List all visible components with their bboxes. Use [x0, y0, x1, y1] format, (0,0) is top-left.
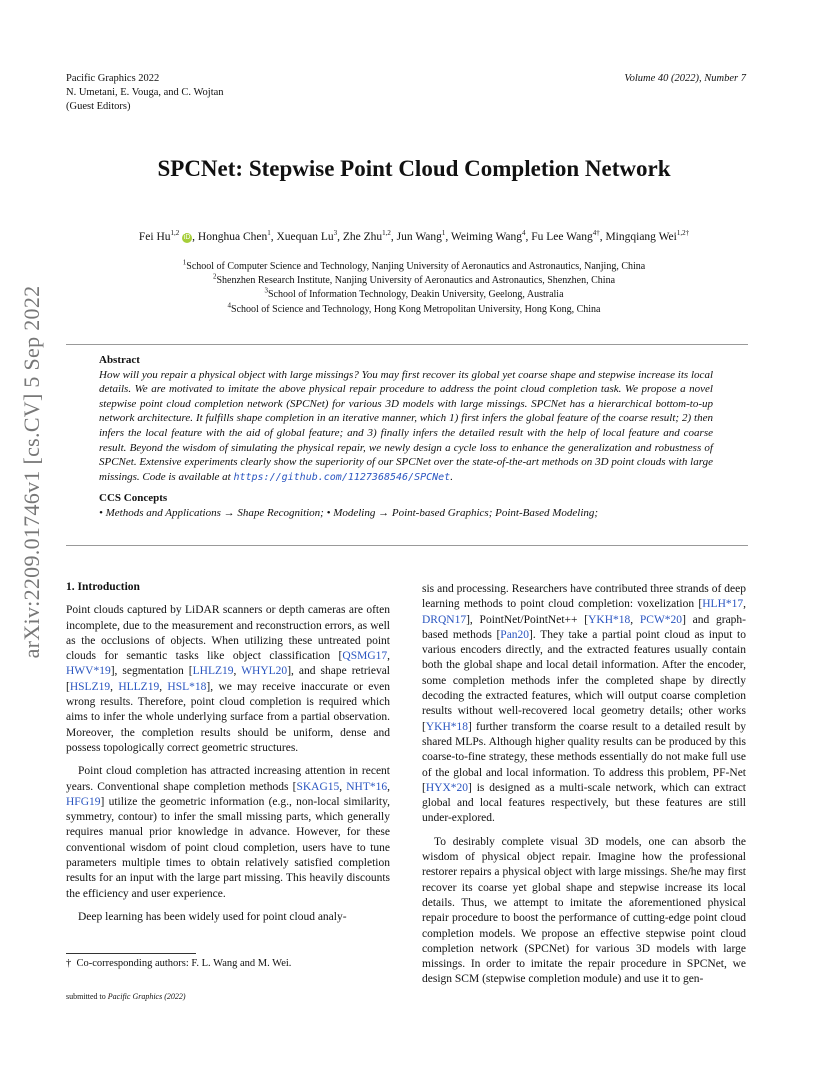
footnote: [66, 958, 291, 969]
abstract-section: [99, 353, 713, 521]
citation-link[interactable]: PCW*20: [639, 613, 683, 626]
rule-bottom: [66, 545, 748, 546]
intro-paragraph-5: To desirably complete visual 3D models, one can absorb the wisdom of physical object repair. Imagine how the professional restorer repairs a physical object with large missings. She/he may first recover its coarse yet global shape and stepwise increase its local details. Thus, we attempt to imitate the aforementioned physical repair procedure to boost the performance of cutting-edge point cloud completion models. We propose an effective stepwise point cloud completion network (SPCNet) for various 3D models with large missings. In order to imitate the repair procedure in SPCNet, we design SCM (stepwise completion module) and use it to gen-: [422, 835, 746, 986]
author-affiliation-mark: 1: [441, 229, 446, 238]
orcid-icon[interactable]: iD: [183, 234, 191, 241]
abstract-heading: Abstract: [99, 354, 140, 366]
affiliation-text: Shenzhen Research Institute, Nanjing University of Aeronautics and Astronautics, Shenzhen, China: [216, 275, 616, 287]
citation-link[interactable]: DRQN17: [422, 613, 467, 626]
author-name: Xuequan Lu: [276, 231, 334, 243]
affiliation: [0, 274, 828, 288]
submitted-prefix: submitted to: [66, 992, 108, 1001]
abstract-text: How will you repair a physical object with large missings? You may first recover its global yet coarse shape and stepwise increase its local details. We are motivated to imitate the above physical repair procedure to address the point cloud completion task. We propose a novel stepwise point cloud completion network (SPCNet) for various 3D models with large missings. SPCNet has a hierarchical bottom-to-up network architecture. It fulfills shape completion in an iterative manner, which 1) first infers the global feature of the coarse result; 2) then infers the local feature with the aid of global feature; and 3) finally infers the detailed result with the help of local feature and coarse result. Beyond the wisdom of simulating the physical repair, we newly design a cycle loss to enhance the generalization and robustness of SPCNet. Extensive experiments clearly show the superiority of our SPCNet over the state-of-the-art methods on 3D point clouds with large missings. Code is available at: [99, 368, 713, 483]
author-name: Weiming Wang: [450, 231, 522, 243]
author-affiliation-mark: 4: [521, 229, 526, 238]
author-affiliation-mark: 1,2: [170, 229, 180, 238]
author-affiliation-mark: 3: [333, 229, 338, 238]
affiliation-list: [0, 260, 828, 317]
arxiv-stamp-text: arXiv:2209.01746v1 [cs.CV] 5 Sep 2022: [19, 285, 44, 659]
citation-link[interactable]: NHT*16: [346, 780, 388, 793]
running-header-left: [66, 72, 224, 114]
citation-link[interactable]: HFG19: [66, 795, 101, 808]
intro-paragraph-4: sis and processing. Researchers have contributed three strands of deep learning methods to point cloud completion: voxelization [HLH*17, DRQN17], PointNet/PointNet++ [YKH*18, PCW*20] and graph-based methods [Pan20]. They take a partial point cloud as input to various encoders directly, and the extracted features usually contain both the global shape and local detail information. After the encoder, some completion methods infer the completed shape by directly decoding the extracted features, which will output coarse completion results without well-recovered local geometry details; other works [YKH*18] further transform the coarse result to a detailed result by shared MLPs. Although higher quality results can be produced by this coarse-to-fine strategy, these methods essentially do not make full use of the global and local information. To address this problem, PF-Net [HYX*20] is designed as a multi-scale network, which can extract global and local features respectively, but these features are still under-explored.: [422, 583, 747, 825]
affiliation-text: School of Information Technology, Deakin University, Geelong, Australia: [267, 289, 564, 301]
volume-info: Volume 40 (2022), Number 7: [624, 73, 746, 84]
affiliation-mark: 2: [212, 272, 217, 281]
guest-editors: (Guest Editors): [66, 101, 131, 112]
citation-link[interactable]: HLLZ19: [118, 680, 160, 693]
footnote-mark: †: [66, 958, 72, 969]
intro-paragraph-3: Deep learning has been widely used for point cloud analy-: [78, 910, 347, 923]
submitted-venue: Pacific Graphics (2022): [107, 992, 186, 1001]
abstract-body: [99, 368, 713, 486]
intro-paragraph-1: Point clouds captured by LiDAR scanners or depth cameras are often incomplete, due to the measurement and reconstruction errors, as well as the occlusions of objects. When utilizing these untreated point clouds for semantic tasks like object classification [QSMG17, HWV*19], segmentation [LHLZ19, WHYL20], and shape retrieval [HSLZ19, HLLZ19, HSL*18], we may receive inaccurate or even wrong results. Therefore, point cloud completion is required which aims to infer the whole underlying surface from a partial observation. Moreover, the completion results should be uniform, dense and possess topologically correct geometric structures.: [66, 604, 391, 754]
intro-paragraph-2: Point cloud completion has attracted increasing attention in recent years. Conventional shape completion methods [SKAG15, NHT*16, HFG19] utilize the geometric information (e.g., non-local similarity, symmetry, contour) to infer the small missing parts, which generally requires manual prior knowledge in advance. However, for these conventional wisdom of point cloud completion, users have to tune parameters multiple times to obtain relatively satisfied completion results for an input with the large part missing. This heavily discounts the efficiency and user experience.: [66, 765, 391, 900]
author-affiliation-mark: 4†: [592, 229, 600, 238]
editors: N. Umetani, E. Vouga, and C. Wojtan: [66, 87, 224, 98]
author-name: Mingqiang Wei: [605, 231, 677, 243]
code-link[interactable]: https://github.com/1127368546/SPCNet: [233, 471, 451, 483]
affiliation-text: School of Science and Technology, Hong Kong Metropolitan University, Hong Kong, China: [231, 303, 601, 315]
citation-link[interactable]: LHLZ19: [192, 665, 234, 678]
affiliation: [0, 260, 828, 274]
abstract-url-suffix: .: [450, 470, 453, 483]
citation-link[interactable]: YKH*18: [588, 613, 631, 626]
citation-link[interactable]: YKH*18: [425, 720, 469, 733]
citation-link[interactable]: HYX*20: [425, 781, 469, 794]
citation-link[interactable]: HSLZ19: [69, 680, 111, 693]
citation-link[interactable]: HSL*18: [167, 680, 207, 693]
submitted-note: [66, 992, 186, 1001]
ccs-heading: CCS Concepts: [99, 492, 168, 505]
author-name: Zhe Zhu: [342, 231, 383, 243]
affiliation-mark: 4: [227, 301, 232, 310]
citation-link[interactable]: Pan20: [500, 628, 530, 641]
author-affiliation-mark: 1: [267, 229, 271, 238]
footnote-text: Co-corresponding authors: F. L. Wang and M. Wei.: [76, 958, 292, 969]
venue: Pacific Graphics 2022: [66, 73, 160, 84]
footnote-rule: [66, 953, 196, 954]
affiliation-mark: 1: [182, 258, 187, 267]
citation-link[interactable]: HWV*19: [66, 665, 111, 678]
paper-title: SPCNet: Stepwise Point Cloud Completion Network: [157, 156, 671, 181]
right-column: [422, 582, 746, 996]
affiliation: [0, 303, 828, 317]
author-name: Jun Wang: [396, 231, 442, 243]
author-list: Fei Hu$^{1,2}$ iD , Honghua Chen$^1$, Xuequan Lu$^3$, Zhe Zhu$^{1,2}$, Jun Wang$^1$, Weiming Wang$^4$, Fu Lee Wang$^{4\dagger}$, Mingqiang Wei$^{1,2\dagger}$: [138, 229, 690, 243]
author-affiliation-mark: 1,2†: [676, 229, 690, 238]
citation-link[interactable]: HLH*17: [702, 598, 744, 611]
author-affiliation-mark: 1,2: [382, 229, 391, 238]
left-column: [66, 580, 390, 933]
author-name: Fei Hu: [138, 231, 171, 243]
citation-link[interactable]: WHYL20: [241, 665, 288, 678]
affiliation-text: School of Computer Science and Technology, Nanjing University of Aeronautics and Astronautics, Nanjing, China: [186, 261, 646, 272]
section-heading: 1. Introduction: [66, 581, 140, 593]
author-name: Fu Lee Wang: [531, 231, 593, 243]
affiliation: [0, 288, 828, 302]
arxiv-stamp: [14, 285, 50, 659]
rule-top: [66, 344, 748, 345]
author-name: Honghua Chen: [197, 231, 268, 243]
citation-link[interactable]: SKAG15: [296, 780, 340, 793]
affiliation-mark: 3: [264, 287, 268, 296]
ccs-concepts: • Methods and Applications → Shape Recognition; • Modeling → Point-based Graphics; Point-Based Modeling;: [99, 506, 599, 519]
citation-link[interactable]: QSMG17: [342, 650, 388, 663]
